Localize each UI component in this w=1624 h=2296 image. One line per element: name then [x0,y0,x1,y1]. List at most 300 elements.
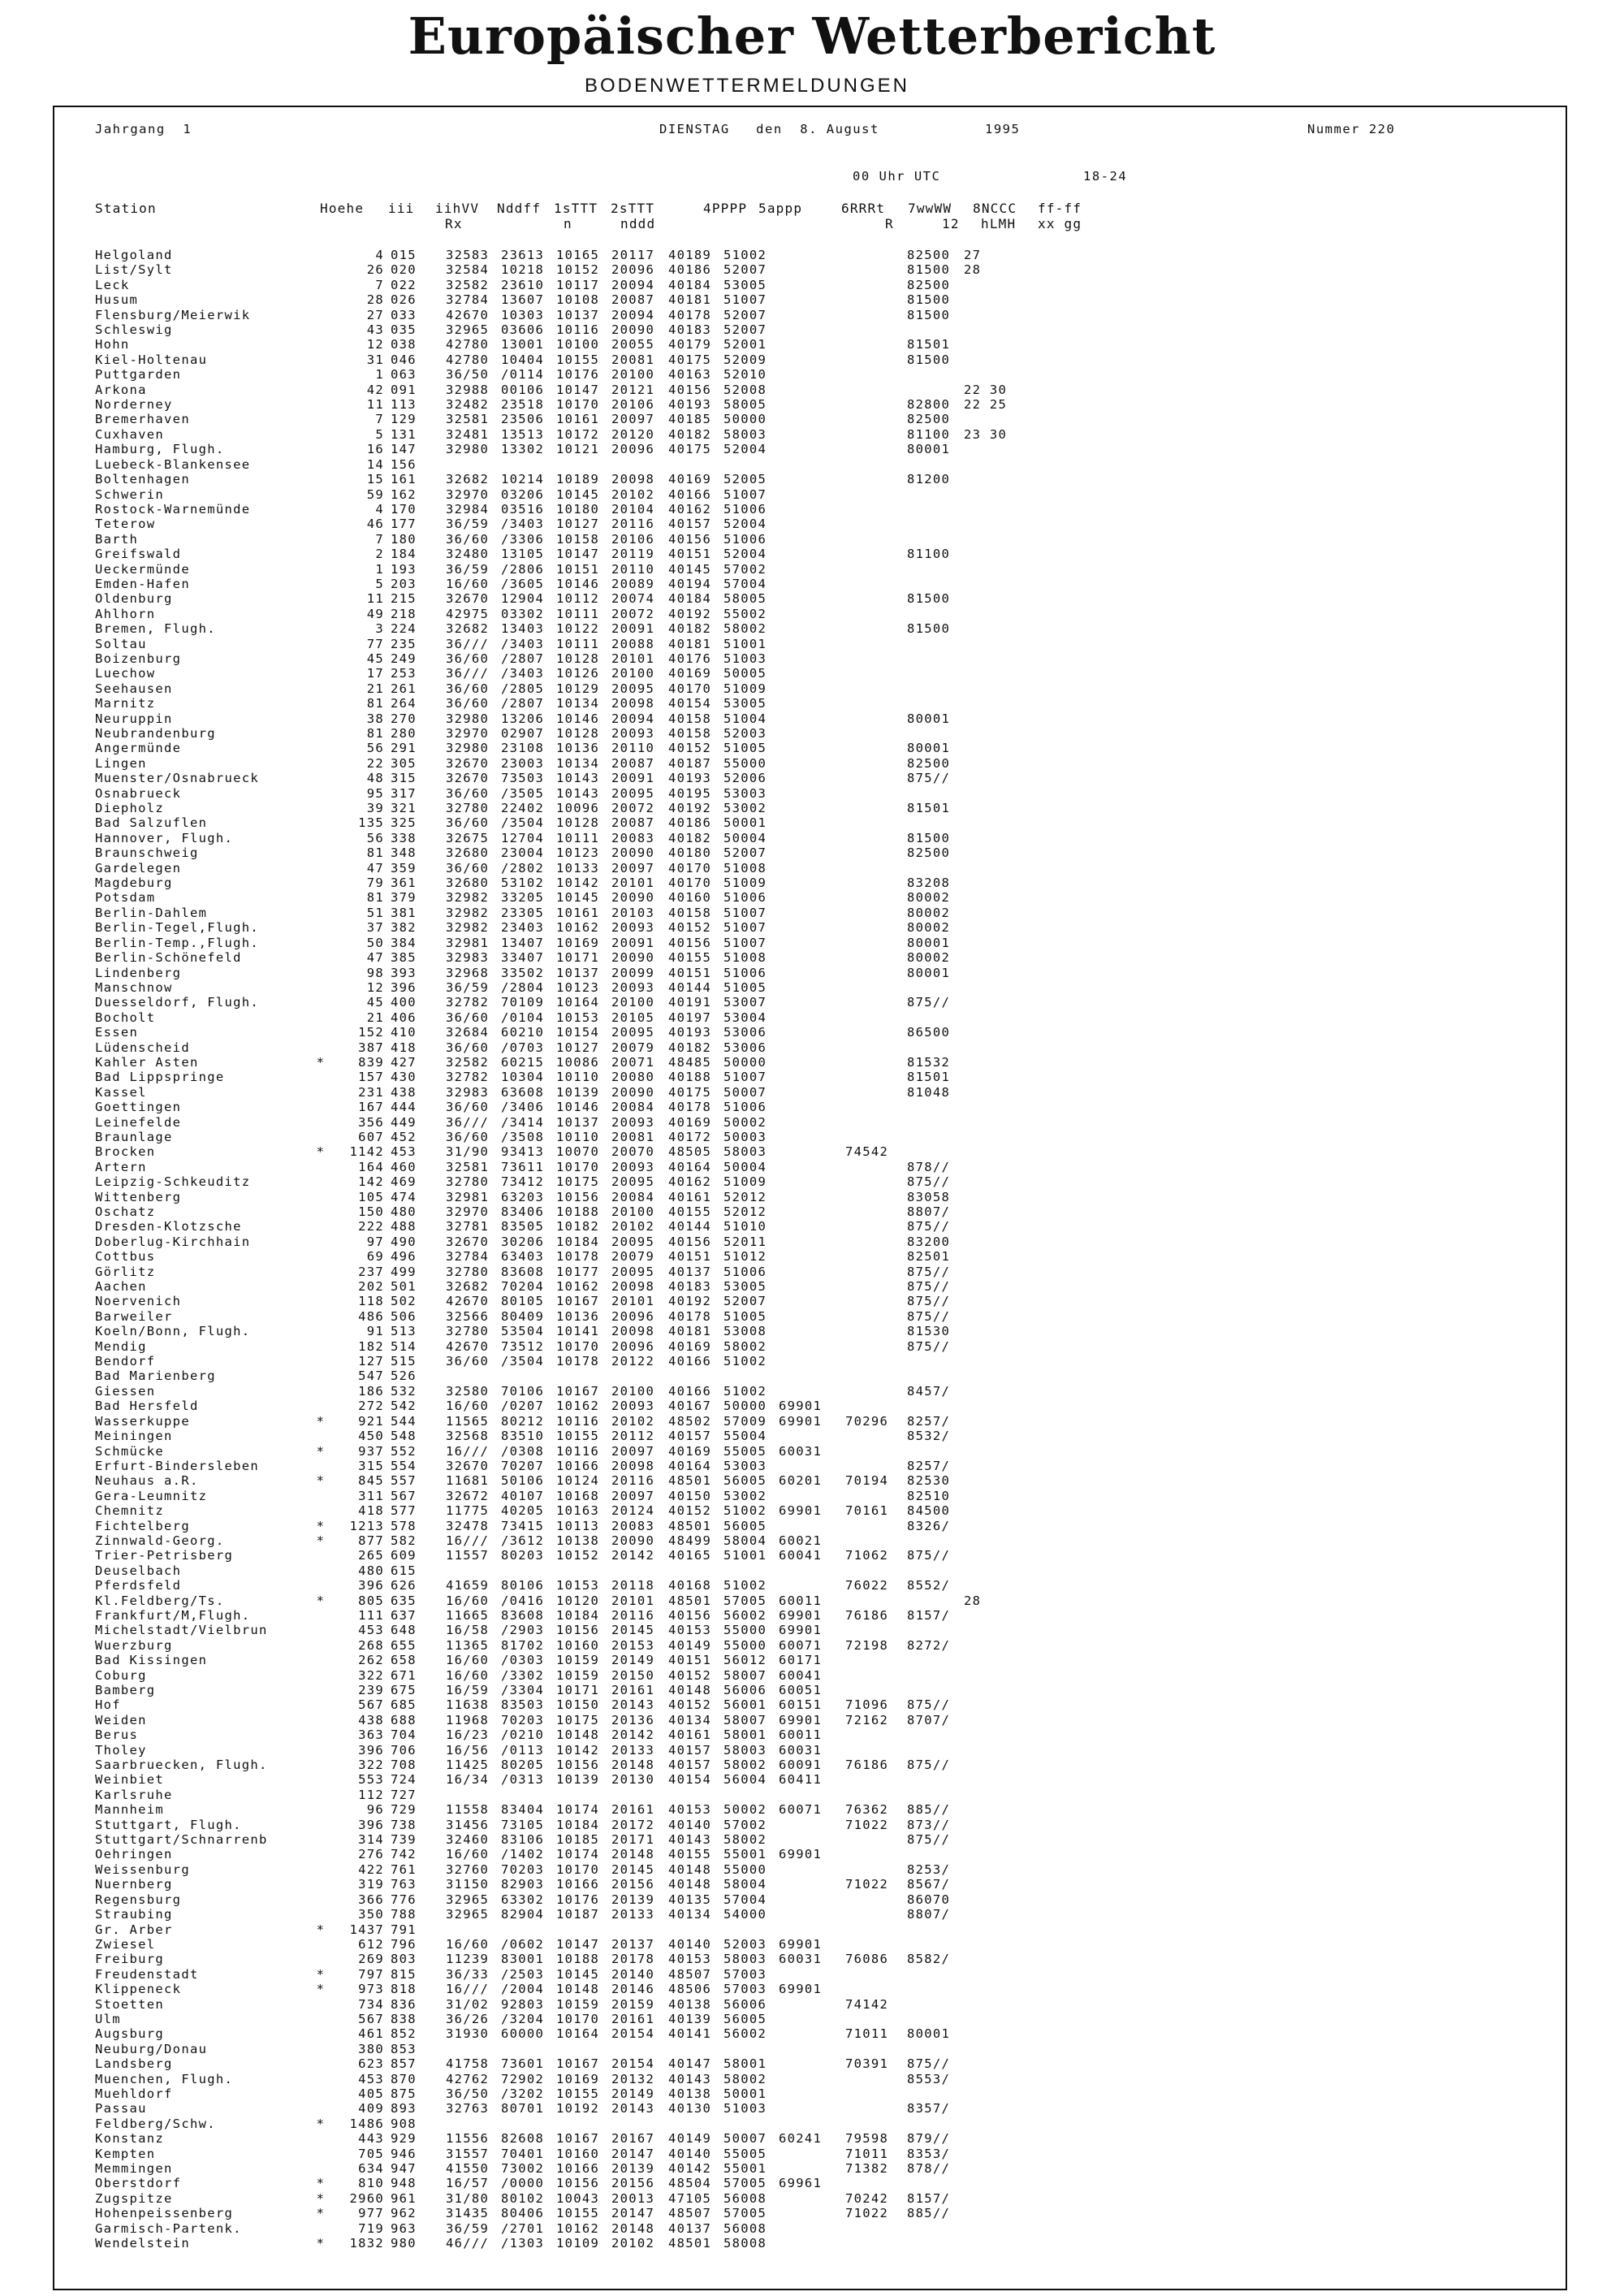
group-5appp: 57002 [723,1817,767,1832]
group-5appp: 58005 [723,397,767,413]
station-id: 113 [391,397,417,413]
group-2sttt: 20132 [611,2071,655,2086]
station-name: Wittenberg [95,1189,182,1204]
group-1sttt: 10163 [556,1503,600,1519]
group-1sttt: 10187 [556,1907,600,1922]
group-6rrrt [779,1279,845,1294]
station-name: Angermünde [95,741,182,756]
group-ffff [964,487,1007,502]
group-7wwww: 71022 [845,1817,889,1832]
table-row [95,936,1007,950]
group-5appp: 55000 [723,1637,767,1653]
group-7wwww [845,308,907,322]
station-id: 947 [391,2161,417,2176]
station-height: 314 [358,1832,384,1848]
group-6rrrt [779,1219,845,1234]
group-4pppp: 40193 [668,1025,712,1040]
group-nddff: 63608 [501,1084,545,1100]
group-nddff: 33502 [501,965,545,980]
group-5appp: 53005 [723,277,767,292]
station-name: Oschatz [95,1204,156,1219]
group-6rrrt [779,1519,845,1533]
group-nddff [501,2042,556,2056]
group-1sttt: 10188 [556,1952,600,1967]
group-iihvv: 16/59 [446,1683,490,1697]
group-iihvv: 36/59 [446,561,490,577]
station-id: 385 [391,950,417,966]
group-5appp: 51006 [723,501,767,517]
group-ffff [964,1085,1007,1100]
group-6rrrt [779,711,845,726]
group-7wwww [845,966,907,980]
group-2sttt: 20172 [611,1817,655,1832]
station-id: 626 [391,1578,417,1593]
group-iihvv: 31/80 [446,2190,490,2206]
station-name: Nuernberg [95,1877,173,1892]
station-height: 97 [366,1234,384,1249]
group-7wwww [845,248,907,262]
group-ffff [964,1937,1007,1952]
alpine-flag [306,2042,335,2056]
group-6rrrt [779,367,845,382]
group-iihvv: 32582 [446,1054,490,1070]
group-4pppp: 40175 [668,352,712,367]
group-6rrrt: 69901 [779,1413,823,1429]
group-1sttt: 10154 [556,1025,600,1040]
group-7wwww [845,801,907,815]
group-nddff: 80205 [501,1758,545,1773]
group-5appp: 51007 [723,920,767,936]
group-4pppp: 40144 [668,979,712,995]
report-year: 1995 [985,122,1021,136]
group-nddff: /1402 [501,1847,545,1862]
group-2sttt: 20150 [611,1667,655,1683]
group-nddff: 80105 [501,1294,545,1309]
station-name: Feldberg/Schw. [95,2116,216,2131]
group-8nccc: 8532/ [907,1429,951,1444]
group-6rrrt: 60041 [779,1667,823,1683]
group-1sttt: 10159 [556,1667,600,1683]
group-1sttt: 10086 [556,1054,600,1070]
group-8nccc: 8157/ [907,1607,951,1623]
group-4pppp: 40140 [668,2146,712,2161]
group-6rrrt [779,936,845,950]
group-8nccc: 82800 [907,397,951,413]
group-6rrrt [779,308,845,322]
group-nddff: 12704 [501,830,545,845]
station-id: 870 [391,2071,417,2086]
group-iihvv: 11968 [446,1712,490,1727]
group-6rrrt [779,278,845,292]
group-4pppp: 40161 [668,1189,712,1204]
group-6rrrt [779,1115,845,1130]
station-id: 382 [391,920,417,936]
table-row [95,696,1007,711]
group-6rrrt [779,2147,845,2161]
group-5appp: 52004 [723,442,767,457]
group-2sttt: 20102 [611,1413,655,1429]
alpine-flag [306,472,335,486]
group-6rrrt [779,1265,845,1279]
table-row [95,906,1007,920]
group-4pppp: 40193 [668,397,712,413]
group-8nccc: 82510 [907,1488,951,1503]
group-2sttt: 20093 [611,1114,655,1130]
group-7wwww [845,517,907,531]
station-id: 929 [391,2131,417,2147]
group-7wwww [845,487,907,502]
table-row [95,457,1007,472]
group-iihvv: 32965 [446,322,490,338]
station-id: 506 [391,1308,417,1324]
group-6rrrt [779,1563,845,1578]
station-height: 810 [358,2176,384,2191]
alpine-flag [306,1907,335,1922]
group-2sttt: 20074 [611,591,655,607]
station-height: 422 [358,1861,384,1877]
group-6rrrt: 60011 [779,1593,823,1608]
station-id: 015 [391,248,417,262]
group-iihvv: 41758 [446,2056,490,2072]
col-4pppp: 4PPPP [703,201,748,216]
station-id: 177 [391,517,417,532]
group-5appp: 50007 [723,2131,767,2147]
group-5appp: 58002 [723,1832,767,1848]
group-5appp: 54000 [723,1907,767,1922]
group-6rrrt [779,906,845,920]
group-2sttt: 20106 [611,531,655,547]
table-row [95,1010,1007,1025]
table-row [95,741,1007,755]
station-id: 499 [391,1264,417,1279]
group-2sttt: 20100 [611,666,655,681]
group-6rrrt [779,262,845,277]
group-6rrrt: 69901 [779,1847,823,1862]
group-ffff [964,1174,1007,1189]
station-id: 430 [391,1070,417,1085]
alpine-flag [306,322,335,337]
group-ffff [964,1429,1007,1443]
group-6rrrt [779,383,845,397]
group-8nccc: 873// [907,1817,951,1832]
group-ffff [964,1324,1007,1338]
group-nddff: 03516 [501,501,545,517]
group-5appp: 51002 [723,1383,767,1399]
alpine-flag: * [316,2236,326,2251]
group-7wwww [845,1339,907,1354]
group-iihvv: 36/59 [446,979,490,995]
station-id: 180 [391,531,417,547]
group-nddff: /1303 [501,2236,545,2251]
group-6rrrt: 60031 [779,1952,823,1967]
group-5appp: 51007 [723,292,767,308]
group-8nccc [907,2086,964,2101]
group-7wwww [845,906,907,920]
group-1sttt: 10070 [556,1144,600,1160]
group-2sttt: 20101 [611,876,655,891]
group-8nccc: 80001 [907,965,951,980]
group-4pppp: 40157 [668,1742,712,1758]
table-row [95,1832,1007,1847]
group-iihvv: 32581 [446,412,490,427]
group-1sttt: 10113 [556,1518,600,1533]
group-8nccc [907,637,964,651]
alpine-flag [306,607,335,621]
station-id: 381 [391,905,417,920]
group-7wwww [845,786,907,801]
station-id: 532 [391,1383,417,1399]
group-ffff: 28 [964,262,982,278]
group-1sttt: 10184 [556,1817,600,1832]
group-8nccc [907,1668,964,1683]
group-nddff: 80212 [501,1413,545,1429]
group-1sttt: 10162 [556,1399,600,1414]
group-2sttt: 20105 [611,1010,655,1025]
station-name: Husum [95,292,139,308]
group-6rrrt [779,651,845,666]
group-iihvv [446,457,501,472]
station-id: 803 [391,1952,417,1967]
table-row [95,562,1007,577]
group-4pppp: 40155 [668,950,712,966]
station-height: 81 [366,696,384,711]
group-iihvv: 32980 [446,711,490,726]
group-8nccc: 80001 [907,2026,951,2042]
table-row [95,607,1007,621]
alpine-flag: * [316,1144,326,1160]
group-5appp: 57004 [723,1892,767,1907]
alpine-flag [306,1190,335,1204]
group-2sttt: 20055 [611,337,655,352]
group-7wwww [845,771,907,785]
group-6rrrt [779,861,845,876]
station-id: 338 [391,830,417,845]
table-row [95,1354,1007,1369]
station-name: Meiningen [95,1429,173,1444]
group-2sttt: 20091 [611,935,655,950]
group-4pppp: 40182 [668,1040,712,1055]
group-8nccc: 8326/ [907,1518,951,1533]
table-row [95,845,1007,860]
group-ffff [964,1414,1007,1429]
group-ffff [964,1892,1007,1907]
group-1sttt [556,1922,611,1937]
group-4pppp: 40191 [668,995,712,1010]
group-2sttt: 20098 [611,1279,655,1295]
station-name: Flensburg/Meierwik [95,307,251,322]
group-8nccc [907,607,964,621]
group-5appp: 51004 [723,711,767,726]
alpine-flag [306,2026,335,2041]
group-7wwww [845,1847,907,1861]
group-1sttt: 10148 [556,1982,600,1997]
alpine-flag [306,1369,335,1383]
station-name: Artern [95,1159,147,1174]
table-row [95,427,1007,442]
group-ffff [964,577,1007,591]
group-1sttt: 10096 [556,801,600,816]
group-2sttt: 20072 [611,606,655,621]
group-5appp: 52004 [723,517,767,532]
alpine-flag [306,1354,335,1369]
station-height: 453 [358,2071,384,2086]
group-5appp: 51002 [723,248,767,262]
station-name: Goettingen [95,1100,182,1115]
group-iihvv: 16/// [446,1443,490,1459]
station-name: Kahler Asten [95,1054,199,1070]
alpine-flag [306,1653,335,1667]
group-4pppp: 40189 [668,248,712,262]
group-2sttt [611,1369,668,1383]
group-nddff: 23004 [501,845,545,861]
group-7wwww: 72198 [845,1637,889,1653]
group-8nccc [907,1653,964,1667]
group-4pppp: 40186 [668,815,712,831]
group-5appp: 51005 [723,979,767,995]
group-5appp: 53005 [723,1279,767,1295]
station-height: 921 [358,1413,384,1429]
station-height: 607 [358,1129,384,1144]
group-2sttt: 20090 [611,1533,655,1548]
group-5appp: 56012 [723,1653,767,1668]
group-5appp: 52012 [723,1189,767,1204]
table-row [95,1608,1007,1623]
station-id: 946 [391,2146,417,2161]
group-2sttt: 20091 [611,621,655,637]
group-2sttt: 20145 [611,1861,655,1877]
group-8nccc: 8567/ [907,1877,951,1892]
alpine-flag [306,278,335,292]
group-6rrrt [779,532,845,547]
group-6rrrt [779,2072,845,2086]
col-6rrrt: 6RRRt [841,201,886,216]
group-ffff [964,547,1007,561]
group-7wwww [845,1384,907,1399]
group-1sttt: 10152 [556,262,600,278]
table-row [95,2191,1007,2206]
station-height: 396 [358,1817,384,1832]
group-2sttt: 20110 [611,741,655,756]
group-8nccc: 8553/ [907,2071,951,2086]
group-nddff: /0114 [501,367,545,383]
group-5appp: 51009 [723,681,767,696]
station-id: 706 [391,1742,417,1758]
alpine-flag [306,2221,335,2236]
station-height: 31 [366,352,384,367]
group-1sttt: 10185 [556,1832,600,1848]
group-ffff [964,1040,1007,1055]
group-4pppp: 40154 [668,1772,712,1788]
group-2sttt: 20161 [611,1683,655,1697]
group-2sttt: 20100 [611,995,655,1010]
group-4pppp: 48485 [668,1054,712,1070]
group-1sttt: 10142 [556,876,600,891]
group-4pppp: 40152 [668,1667,712,1683]
group-4pppp: 40169 [668,1338,712,1354]
group-5appp: 56008 [723,2190,767,2206]
table-row [95,1772,1007,1787]
group-8nccc [907,577,964,591]
group-ffff [964,2221,1007,2236]
table-row [95,547,1007,561]
group-iihvv: 11665 [446,1607,490,1623]
group-nddff: 10304 [501,1070,545,1085]
group-2sttt: 20148 [611,1847,655,1862]
table-row [95,1578,1007,1593]
group-6rrrt: 60071 [779,1637,823,1653]
group-1sttt: 10166 [556,1877,600,1892]
group-7wwww [845,861,907,876]
station-id: 776 [391,1892,417,1907]
group-nddff [501,1563,556,1578]
group-6rrrt [779,1459,845,1473]
group-2sttt: 20013 [611,2190,655,2206]
group-1sttt: 10159 [556,1996,600,2012]
group-ffff: 22 25 [964,397,1008,413]
col-2sttt: 2sTTT [611,201,655,216]
group-2sttt: 20119 [611,547,655,562]
group-6rrrt [779,1788,845,1802]
station-height: 50 [366,935,384,950]
station-id: 763 [391,1877,417,1892]
group-nddff: /3304 [501,1683,545,1697]
station-id: 658 [391,1653,417,1668]
alpine-flag [306,1040,335,1055]
group-2sttt: 20093 [611,1159,655,1174]
group-iihvv: 11565 [446,1413,490,1429]
group-nddff: /3204 [501,2011,545,2026]
station-height: 805 [358,1593,384,1608]
station-name: Trier-Petrisberg [95,1548,234,1563]
table-row [95,651,1007,666]
group-nddff: /0000 [501,2176,545,2191]
group-5appp: 56005 [723,1473,767,1489]
station-id: 129 [391,412,417,427]
group-nddff: 33407 [501,950,545,966]
station-id: 544 [391,1413,417,1429]
station-id: 615 [391,1563,417,1578]
station-height: 81 [366,845,384,861]
group-8nccc [907,651,964,666]
group-8nccc: 875// [907,1697,951,1713]
group-1sttt: 10156 [556,2176,600,2191]
group-iihvv: 36/60 [446,696,490,711]
group-2sttt: 20098 [611,472,655,487]
station-height: 973 [358,1982,384,1997]
station-id: 548 [391,1429,417,1444]
group-4pppp: 40163 [668,367,712,383]
group-iihvv: 16/60 [446,1653,490,1668]
group-1sttt: 10147 [556,1936,600,1952]
table-row [95,591,1007,606]
group-4pppp: 40158 [668,711,712,726]
group-7wwww [845,1100,907,1114]
group-1sttt: 10167 [556,1294,600,1309]
alpine-flag [306,1847,335,1861]
group-nddff: 22402 [501,801,545,816]
station-id: 449 [391,1114,417,1130]
group-2sttt: 20153 [611,1637,655,1653]
table-row [95,1713,1007,1727]
group-iihvv: 32580 [446,1383,490,1399]
group-iihvv: 42975 [446,606,490,621]
group-6rrrt: 69901 [779,1936,823,1952]
alpine-flag [306,1563,335,1578]
group-6rrrt [779,2161,845,2176]
group-7wwww: 74142 [845,1996,889,2012]
group-nddff: 03606 [501,322,545,338]
page-title: Europäischer Wetterbericht [408,6,1216,66]
